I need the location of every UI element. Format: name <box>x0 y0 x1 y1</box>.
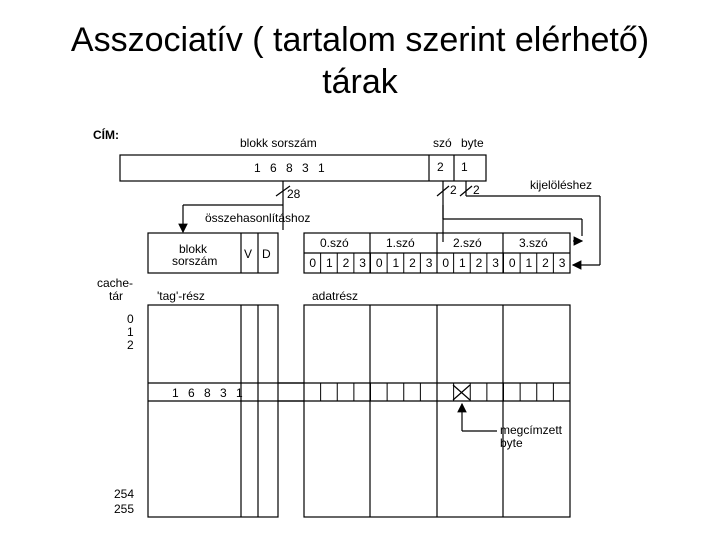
byte-index-label: 1 <box>525 256 533 270</box>
byte-index-label: 3 <box>359 256 366 270</box>
address-label: CÍM: <box>93 128 119 142</box>
slide-title-line-2: tárak <box>322 63 398 101</box>
bits-byte-label: 2 <box>473 183 480 197</box>
tag-header-label-2: sorszám <box>172 254 218 268</box>
byte-index-label: 2 <box>542 256 549 270</box>
byte-index-label: 0 <box>442 256 449 270</box>
word-header-2: 2.szó <box>453 236 482 250</box>
byte-index-label: 0 <box>375 256 383 270</box>
bits-word-label: 2 <box>450 183 457 197</box>
byte-index-label: 3 <box>425 256 433 270</box>
addressed-byte-label-1: megcímzett <box>500 423 563 437</box>
block-number-label: blokk sorszám <box>240 136 317 150</box>
row-label-254: 254 <box>114 487 135 501</box>
word-header-1: 1.szó <box>386 236 415 250</box>
dirty-bit-label: D <box>262 247 271 261</box>
tag-header-label-1: blokk <box>179 242 208 256</box>
address-word-value: 2 <box>437 160 444 174</box>
word-label: szó <box>433 136 452 150</box>
byte-index-label: 2 <box>409 256 416 270</box>
byte-index-label: 0 <box>309 256 316 270</box>
byte-index-label: 1 <box>392 256 400 270</box>
byte-index-label: 1 <box>325 256 333 270</box>
addressed-byte-label-2: byte <box>500 436 523 450</box>
word-header-0: 0.szó <box>320 236 349 250</box>
slide-title-line-1: Asszociatív ( tartalom szerint elérhető) <box>70 21 650 59</box>
data-part-label: adatrész <box>312 289 359 303</box>
cache-label-2: tár <box>109 289 124 303</box>
compare-label: összehasonlításhoz <box>205 211 311 225</box>
byte-label: byte <box>461 136 484 150</box>
row-label-1: 1 <box>127 325 134 339</box>
row-label-255: 255 <box>114 502 135 516</box>
stored-tag-value: 1 6 8 3 1 <box>172 386 246 400</box>
select-label: kijelöléshez <box>530 178 593 192</box>
tag-part-label: 'tag'-rész <box>157 289 205 303</box>
byte-index-label: 2 <box>475 256 483 270</box>
cache-label-1: cache- <box>97 276 134 290</box>
valid-bit-label: V <box>244 247 253 261</box>
byte-index-label: 3 <box>558 256 566 270</box>
bits-block-label: 28 <box>287 187 301 201</box>
row-label-2: 2 <box>127 338 134 352</box>
byte-index-label: 2 <box>342 256 350 270</box>
byte-index-label: 0 <box>508 256 516 270</box>
address-block-value: 1 6 8 3 1 <box>254 161 328 175</box>
row-label-0: 0 <box>127 312 134 326</box>
byte-index-label: 3 <box>492 256 499 270</box>
address-byte-value: 1 <box>461 160 468 174</box>
word-header-3: 3.szó <box>519 236 548 250</box>
byte-index-label: 1 <box>458 256 466 270</box>
